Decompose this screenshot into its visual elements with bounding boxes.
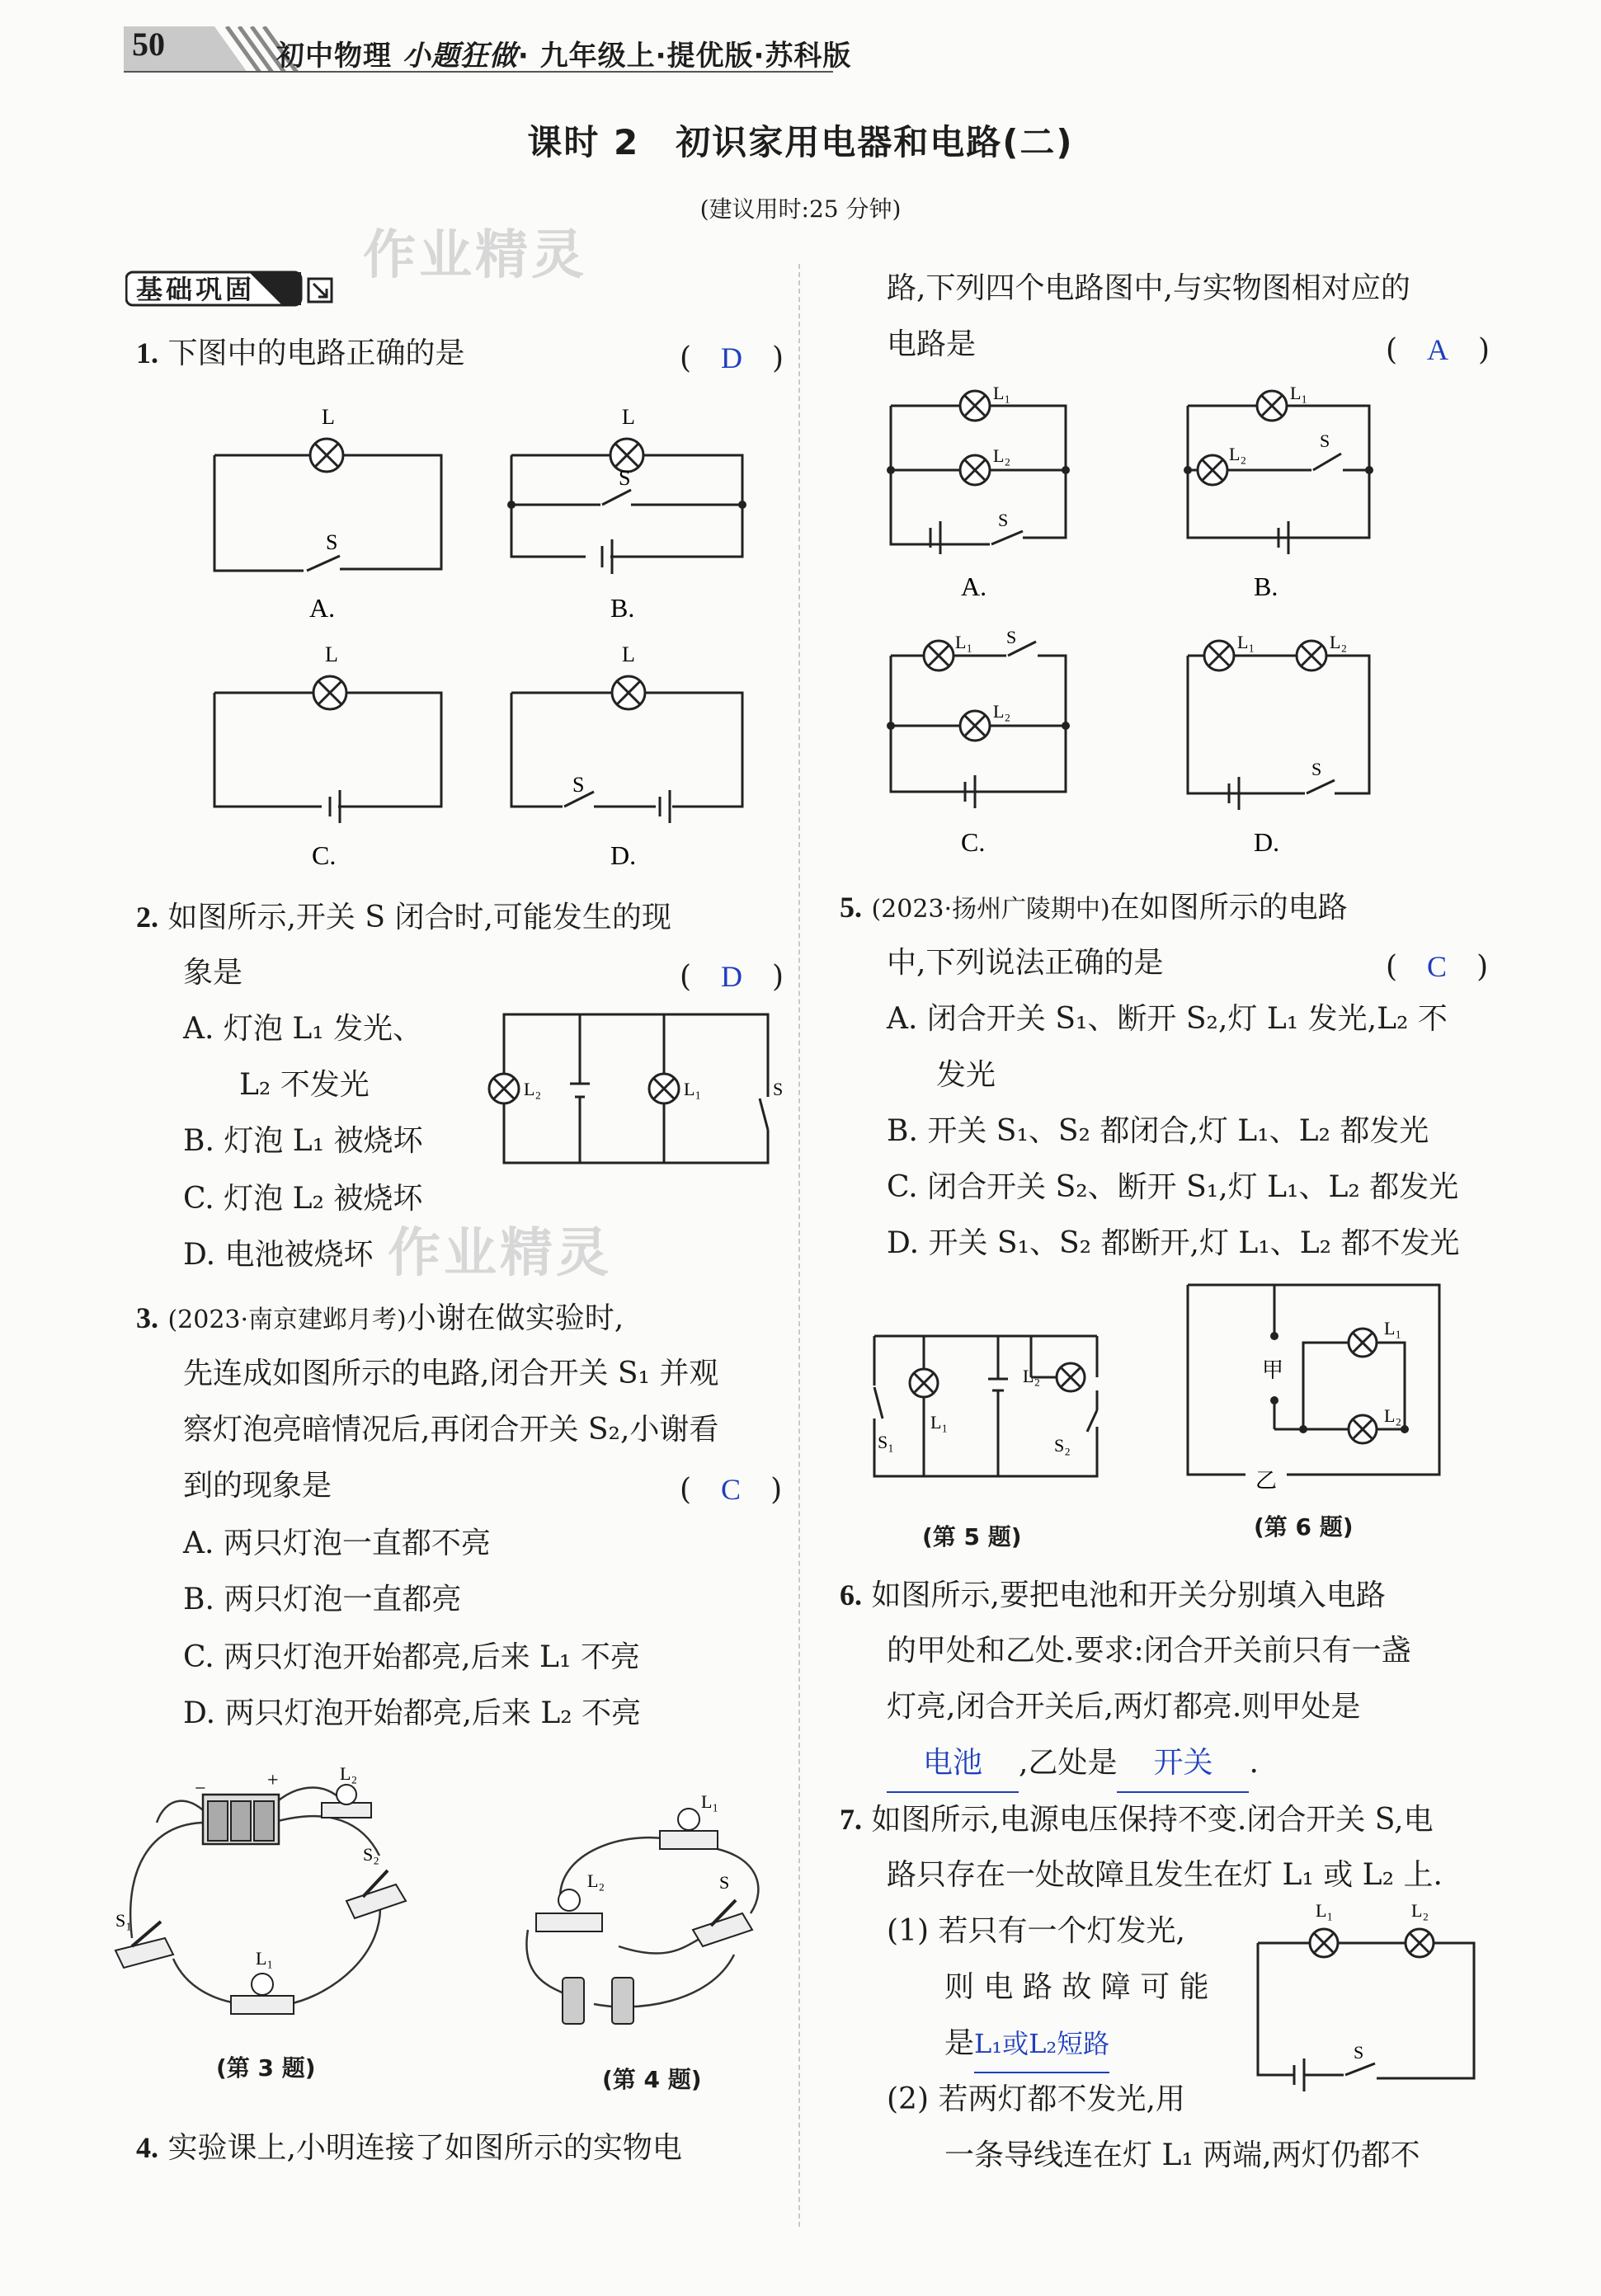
q1d-lamp-label: L <box>622 642 635 666</box>
q2-circuit <box>483 1006 788 1171</box>
q4-answer-box: ( A ) <box>1386 333 1490 367</box>
q4-stem <box>136 2120 682 2176</box>
q1b-switch-label: S <box>619 466 631 490</box>
q3-option-d: D. 两只灯泡开始都亮,后来 L₂ 不亮 <box>183 1696 642 1730</box>
q5-s2-label: S₂ <box>1054 1435 1071 1456</box>
q1-option-c: C. <box>312 840 337 870</box>
q1a-lamp-label: L <box>322 405 335 429</box>
q4-option-b: B. <box>1254 572 1278 601</box>
q1-answer: D <box>721 341 743 374</box>
q7-s-label: S <box>1354 2042 1364 2063</box>
watermark: 作业精灵 <box>388 1223 612 1284</box>
q7-line2: 路只存在一处故障且发生在灯 L₁ 或 L₂ 上. <box>887 1858 1443 1892</box>
q3-source: (2023·南京建邺月考) <box>167 1306 407 1334</box>
q7-stem <box>840 1791 1434 1848</box>
q1-number: 1. <box>136 336 158 369</box>
q2-option-d: D. 电池被烧坏 <box>183 1238 374 1272</box>
q5-option-a: A. 闭合开关 S₁、断开 S₂,灯 L₁ 发光,L₂ 不 <box>887 1002 1448 1036</box>
q3-minus: − <box>195 1778 206 1800</box>
book-title: 初中物理 <box>276 40 392 73</box>
q4d-s: S <box>1311 759 1322 779</box>
q7-l2-label: L₂ <box>1411 1900 1429 1921</box>
q2-number: 2. <box>136 901 158 934</box>
q4c-l1: L₁ <box>955 632 973 652</box>
q6-figure-caption: (第 6 题) <box>1254 1513 1354 1541</box>
q3-answer-box: ( C ) <box>680 1473 783 1507</box>
q2-option-c: C. 灯泡 L₂ 被烧坏 <box>183 1182 423 1216</box>
q5-l1-label: L₁ <box>930 1412 949 1433</box>
q7-number: 7. <box>840 1803 862 1836</box>
suggested-time: (建议用时:25 分钟) <box>699 195 902 223</box>
q6-number: 6. <box>840 1578 862 1611</box>
page-number: 50 <box>132 26 165 63</box>
q1-answer-box: ( D ) <box>680 341 784 375</box>
q5-number: 5. <box>840 891 862 924</box>
q4a-l2: L₂ <box>993 445 1011 466</box>
q3-stem <box>136 1290 624 1348</box>
q6-circuit <box>1188 1285 1452 1494</box>
q5-stem <box>840 879 1348 938</box>
q5-line1: 在如图所示的电路 <box>1109 891 1348 925</box>
q3-s1-label: S₁ <box>115 1910 132 1931</box>
q2-s-label: S <box>773 1079 784 1099</box>
q6-line2: 的甲处和乙处.要求:闭合开关前只有一盏 <box>887 1634 1411 1668</box>
q6-l2-label: L₂ <box>1384 1405 1402 1426</box>
q2-option-a: A. 灯泡 L₁ 发光、 <box>183 1012 423 1046</box>
lesson-title: 课时 2 初识家用电器和电路(二) <box>527 122 1074 162</box>
q3-illustration <box>115 1763 470 2045</box>
q1c-lamp-label: L <box>325 642 338 666</box>
q2-answer-box: ( D ) <box>680 960 784 994</box>
q1b-lamp-label: L <box>622 405 635 429</box>
q2-option-a-cont: L₂ 不发光 <box>239 1068 370 1102</box>
q4a-l1: L₁ <box>993 383 1011 403</box>
q3-line4: 到的现象是 <box>183 1469 332 1503</box>
q6-middle-text: ,乙处是 <box>1019 1746 1118 1780</box>
q3-option-a: A. 两只灯泡一直都不亮 <box>183 1527 491 1560</box>
q3-s2-label: S₂ <box>363 1844 379 1865</box>
q4-number: 4. <box>136 2131 158 2164</box>
q4-text-left: 实验课上,小明连接了如图所示的实物电 <box>167 2131 682 2165</box>
q4-l1-label: L₁ <box>701 1791 719 1812</box>
q4-answer: A <box>1427 333 1449 366</box>
q7-circuit <box>1258 1897 1489 2087</box>
q5-source: (2023·扬州广陵期中) <box>871 895 1110 924</box>
q4a-s: S <box>998 510 1009 530</box>
q4-option-a: A. <box>961 572 987 601</box>
q6-line1: 如图所示,要把电池和开关分别填入电路 <box>871 1578 1386 1612</box>
q1d-switch-label: S <box>572 773 585 797</box>
q3-option-c: C. 两只灯泡开始都亮,后来 L₁ 不亮 <box>183 1640 640 1674</box>
column-divider <box>798 264 800 2227</box>
section-label: 基础巩固 <box>136 274 256 305</box>
q7-part2-a: (2) 若两灯都不发光,用 <box>887 2082 1185 2116</box>
q7-part1-c <box>944 2016 1109 2073</box>
q3-answer: C <box>721 1473 742 1506</box>
q1-option-a: A. <box>309 593 336 623</box>
q3-line2: 先连成如图所示的电路,闭合开关 S₁ 并观 <box>183 1357 719 1390</box>
q2-stem <box>136 889 671 946</box>
q1-option-d: D. <box>610 840 637 870</box>
q5-answer-box: ( C ) <box>1386 950 1489 984</box>
q1a-switch-label: S <box>326 530 338 554</box>
watermark: 作业精灵 <box>363 225 587 286</box>
q6-line3: 灯亮,闭合开关后,两灯都亮.则甲处是 <box>887 1690 1361 1724</box>
q6-blank-jia[interactable]: 电池 <box>887 1735 1019 1793</box>
q4-line2: 电路是 <box>887 327 977 361</box>
q5-figure-caption: (第 5 题) <box>922 1523 1022 1550</box>
q5-option-d: D. 开关 S₁、S₂ 都断开,灯 L₁、L₂ 都不发光 <box>887 1226 1460 1260</box>
q4-circuits <box>883 371 1394 866</box>
q5-option-a-cont: 发光 <box>936 1058 996 1092</box>
q7-part1-c-text: 是 <box>944 2026 975 2060</box>
q6-l1-label: L₁ <box>1384 1318 1402 1339</box>
q4-figure-caption: (第 4 题) <box>602 2066 702 2093</box>
q4c-l2: L₂ <box>993 701 1011 722</box>
q3-l1-label: L₁ <box>256 1948 274 1969</box>
q7-part1-b: 则 电 路 故 障 可 能 <box>944 1970 1209 2004</box>
q6-jia-label: 甲 <box>1262 1358 1284 1383</box>
q7-line1: 如图所示,电源电压保持不变.闭合开关 S,电 <box>871 1803 1434 1837</box>
q7-part1-a: (1) 若只有一个灯发光, <box>887 1914 1185 1948</box>
q3-figure-caption: (第 3 题) <box>216 2054 316 2082</box>
q2-answer: D <box>721 960 743 993</box>
q4b-s: S <box>1320 430 1330 451</box>
q5-option-c: C. 闭合开关 S₂、断开 S₁,灯 L₁、L₂ 都发光 <box>887 1170 1459 1204</box>
q2-l2-label: L₂ <box>524 1079 542 1099</box>
q4d-l2: L₂ <box>1330 632 1348 652</box>
q7-l1-label: L₁ <box>1316 1900 1334 1921</box>
q3-line1: 小谢在做实验时, <box>406 1301 624 1335</box>
q4-option-d: D. <box>1254 827 1280 857</box>
q2-l1-label: L₁ <box>684 1079 702 1099</box>
q4b-l1: L₁ <box>1290 383 1308 403</box>
q6-yi-label: 乙 <box>1255 1469 1278 1494</box>
q5-line2: 中,下列说法正确的是 <box>887 946 1164 980</box>
q4-option-c: C. <box>961 827 986 857</box>
q4-illustration <box>520 1791 792 2045</box>
q4c-s: S <box>1006 627 1017 647</box>
series-name: · 九年级上·提优版·苏科版 <box>517 40 852 73</box>
q4-line1: 路,下列四个电路图中,与实物图相对应的 <box>887 271 1410 305</box>
q2-line1: 如图所示,开关 S 闭合时,可能发生的现 <box>167 901 671 934</box>
q3-plus: + <box>267 1770 279 1791</box>
q1-circuits <box>198 388 775 882</box>
q5-circuit <box>866 1328 1114 1484</box>
q3-l2-label: L₂ <box>340 1763 358 1784</box>
q5-answer: C <box>1427 950 1448 983</box>
q6-stem <box>840 1567 1386 1624</box>
q5-option-b: B. 开关 S₁、S₂ 都闭合,灯 L₁、L₂ 都发光 <box>887 1114 1429 1148</box>
q7-part2-b: 一条导线连在灯 L₁ 两端,两灯仍都不 <box>944 2138 1420 2172</box>
q3-option-b: B. 两只灯泡一直都亮 <box>183 1583 462 1616</box>
q3-number: 3. <box>136 1301 158 1334</box>
q6-fill-line <box>887 1735 1259 1793</box>
header-title <box>276 33 851 73</box>
q4b-l2: L₂ <box>1229 444 1247 464</box>
q4-l2-label: L₂ <box>587 1870 605 1891</box>
brand-logo: 小题狂做 <box>402 40 518 73</box>
q5-l2-label: L₂ <box>1023 1366 1041 1386</box>
q6-blank-yi[interactable]: 开关 <box>1117 1735 1249 1793</box>
q4-s-label: S <box>719 1872 730 1893</box>
q1-text: 下图中的电路正确的是 <box>167 336 465 370</box>
q4d-l1: L₁ <box>1237 632 1255 652</box>
q3-line3: 察灯泡亮暗情况后,再闭合开关 S₂,小谢看 <box>183 1413 719 1447</box>
q7-part1-answer[interactable]: L₁或L₂短路 <box>974 2016 1109 2073</box>
q1-option-b: B. <box>610 593 635 623</box>
q6-end: . <box>1249 1746 1259 1780</box>
q5-s1-label: S₁ <box>878 1432 894 1452</box>
q1-stem <box>136 325 464 382</box>
q2-line2: 象是 <box>183 956 243 990</box>
q2-option-b: B. 灯泡 L₁ 被烧坏 <box>183 1124 423 1158</box>
